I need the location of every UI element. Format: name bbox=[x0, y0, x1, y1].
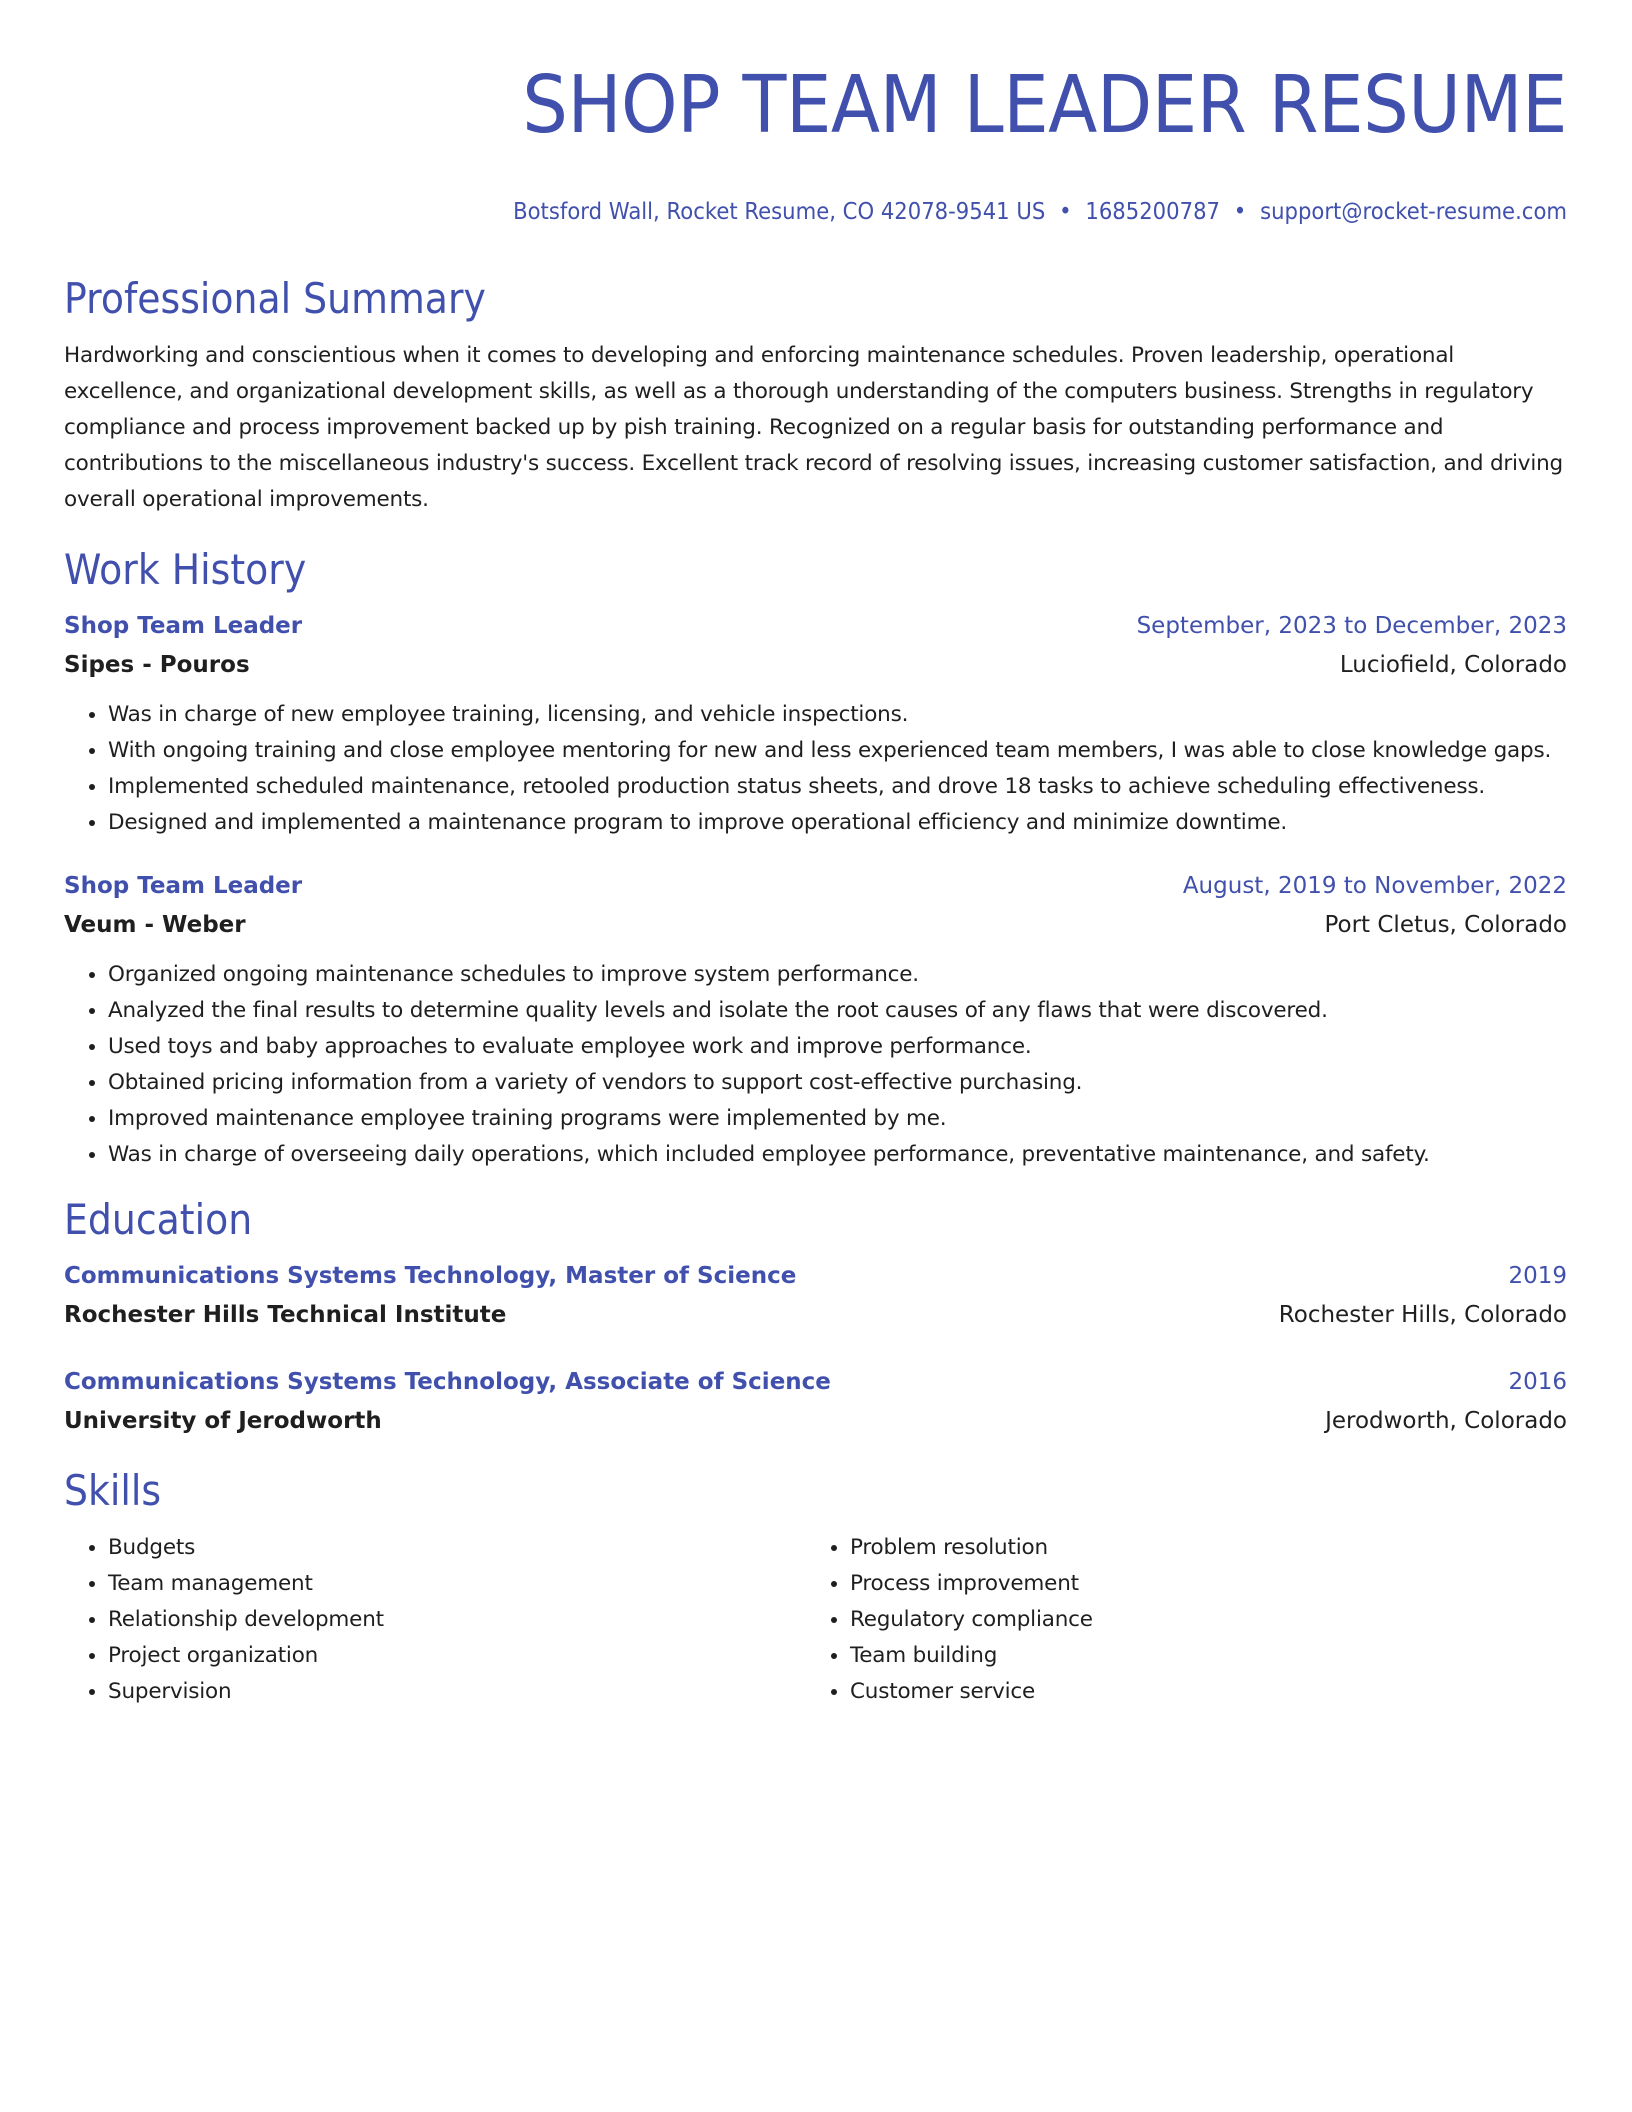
degree-title: Communications Systems Technology, Associate of Science bbox=[64, 1369, 831, 1395]
skill-item: • Team management bbox=[108, 1566, 806, 1602]
contact-email: support@rocket-resume.com bbox=[1260, 199, 1567, 225]
school-name: University of Jerodworth bbox=[64, 1408, 382, 1434]
job-bullets bbox=[64, 697, 1567, 841]
skills-column-right bbox=[806, 1530, 1548, 1710]
skills-list bbox=[806, 1530, 1548, 1710]
list-item: • Implemented scheduled maintenance, retooled production status sheets, and drove 18 tasks to achieve scheduling effectiveness. bbox=[108, 769, 1567, 805]
education-entry bbox=[64, 1365, 1567, 1439]
contact-separator: • bbox=[1059, 199, 1072, 225]
job-entry bbox=[64, 609, 1567, 841]
summary-section bbox=[64, 272, 1567, 518]
graduation-year: 2016 bbox=[1508, 1369, 1567, 1395]
list-item: • Designed and implemented a maintenance program to improve operational efficiency and minimize downtime. bbox=[108, 805, 1567, 841]
job-company: Veum - Weber bbox=[64, 912, 246, 938]
job-company: Sipes - Pouros bbox=[64, 652, 250, 678]
resume-title: SHOP TEAM LEADER RESUME bbox=[522, 59, 1567, 151]
contact-address: Botsford Wall, Rocket Resume, CO 42078-9541 US bbox=[513, 199, 1046, 225]
skill-item: • Regulatory compliance bbox=[850, 1602, 1548, 1638]
skills-list bbox=[64, 1530, 806, 1710]
list-item: • Used toys and baby approaches to evaluate employee work and improve performance. bbox=[108, 1029, 1567, 1065]
skill-item: • Customer service bbox=[850, 1674, 1548, 1710]
education-entry bbox=[64, 1259, 1567, 1333]
work-history-heading: Work History bbox=[64, 545, 307, 594]
summary-heading: Professional Summary bbox=[64, 274, 486, 323]
contact-separator: • bbox=[1233, 199, 1247, 225]
job-location: Port Cletus, Colorado bbox=[1324, 912, 1567, 938]
skill-item: • Relationship development bbox=[108, 1602, 806, 1638]
skill-item: • Process improvement bbox=[850, 1566, 1548, 1602]
education-section bbox=[64, 1193, 1567, 1439]
list-item: • Organized ongoing maintenance schedules to improve system performance. bbox=[108, 957, 1567, 993]
list-item: • Analyzed the final results to determine quality levels and isolate the root causes of any flaws that were discovered. bbox=[108, 993, 1567, 1029]
resume-page bbox=[64, 0, 1567, 1710]
list-item: • Was in charge of overseeing daily operations, which included employee performance, preventative maintenance, and safety. bbox=[108, 1137, 1567, 1173]
job-bullets bbox=[64, 957, 1567, 1173]
graduation-year: 2019 bbox=[1508, 1263, 1567, 1289]
skill-item: • Problem resolution bbox=[850, 1530, 1548, 1566]
job-location: Luciofield, Colorado bbox=[1339, 652, 1567, 678]
skill-item: • Project organization bbox=[108, 1638, 806, 1674]
degree-title: Communications Systems Technology, Master of Science bbox=[64, 1263, 797, 1289]
school-name: Rochester Hills Technical Institute bbox=[64, 1302, 507, 1328]
list-item: • Was in charge of new employee training, licensing, and vehicle inspections. bbox=[108, 697, 1567, 733]
skills-column-left bbox=[64, 1530, 806, 1710]
education-heading: Education bbox=[64, 1195, 253, 1244]
contact-phone: 1685200787 bbox=[1085, 199, 1221, 225]
job-title: Shop Team Leader bbox=[64, 873, 303, 899]
job-entry bbox=[64, 869, 1567, 1173]
skill-item: • Budgets bbox=[108, 1530, 806, 1566]
summary-text: Hardworking and conscientious when it comes to developing and enforcing maintenance schedules. Proven leadership, operational excellence, and organizational development skills, as well as a thorough understanding of the computers business. Strengths in regulatory compliance and process improvement backed up by pish training. Recognized on a regular basis for outstanding performance and contributions to the miscellaneous industry's success. Excellent track record of resolving issues, increasing customer satisfaction, and driving overall operational improvements. bbox=[64, 343, 1563, 512]
skills-section bbox=[64, 1464, 1567, 1710]
list-item: • Obtained pricing information from a variety of vendors to support cost-effective purchasing. bbox=[108, 1065, 1567, 1101]
job-dates: August, 2019 to November, 2022 bbox=[1182, 873, 1567, 899]
list-item: • With ongoing training and close employee mentoring for new and less experienced team members, I was able to close knowledge gaps. bbox=[108, 733, 1567, 769]
school-location: Rochester Hills, Colorado bbox=[1278, 1302, 1567, 1328]
job-title: Shop Team Leader bbox=[64, 613, 303, 639]
school-location: Jerodworth, Colorado bbox=[1325, 1408, 1567, 1434]
job-dates: September, 2023 to December, 2023 bbox=[1136, 613, 1567, 639]
skill-item: • Team building bbox=[850, 1638, 1548, 1674]
contact-line bbox=[184, 197, 1567, 227]
skill-item: • Supervision bbox=[108, 1674, 806, 1710]
skills-heading: Skills bbox=[64, 1466, 162, 1515]
list-item: • Improved maintenance employee training programs were implemented by me. bbox=[108, 1101, 1567, 1137]
work-history-section bbox=[64, 543, 1567, 1173]
skills-columns bbox=[64, 1530, 1567, 1710]
